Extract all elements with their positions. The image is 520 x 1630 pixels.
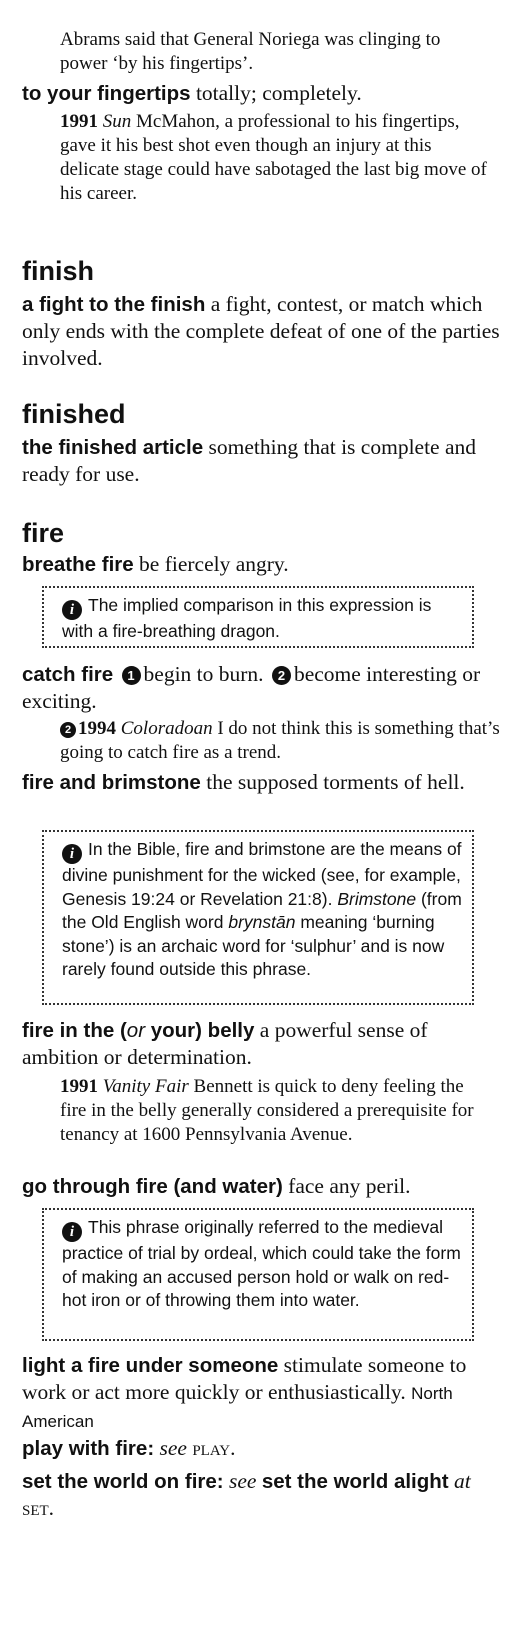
entry-set-the-world-on-fire: set the world on fire: see set the world alight at set.	[22, 1469, 471, 1520]
entry-go-through-fire	[22, 1173, 507, 1200]
sense-1-definition: begin to burn.	[143, 662, 264, 686]
note-text-1: In the Bible, fire and brimstone are the means of divine punishment for the wicked (see, for example, Genesis 19:24 or Revelation 21:8).	[62, 839, 462, 909]
at-label: at	[453, 1469, 471, 1493]
example-year: 1991	[60, 1076, 98, 1097]
example-text: McMahon, a professional to his fingertips, gave it his best shot even though an injury at this delicate stage could have sabotaged the last big move of his career.	[60, 111, 487, 204]
phrase-definition: the supposed torments of hell.	[206, 770, 465, 794]
phrase-term: the finished article	[22, 436, 204, 459]
note-word-brimstone: Brimstone	[337, 888, 417, 909]
phrase-term: play with fire	[22, 1437, 148, 1460]
phrase-term-b: your) belly	[150, 1019, 255, 1042]
see-label: see	[228, 1469, 257, 1493]
phrase-definition: totally; completely.	[195, 81, 362, 105]
phrase-term: to your fingertips	[22, 82, 191, 105]
phrase-term: fire and brimstone	[22, 771, 201, 794]
info-circle-icon: i	[62, 600, 82, 620]
note-text-2: (from the Old English word	[62, 888, 462, 932]
phrase-term-a: fire in the (	[22, 1019, 127, 1042]
example-fire-in-the-belly	[60, 1075, 485, 1147]
sense-1-icon: 1	[122, 666, 141, 685]
entry-to-your-fingertips	[22, 80, 507, 107]
note-breathe-fire	[42, 586, 474, 648]
example-sense-icon: 2	[60, 722, 76, 738]
phrase-term-or: or	[126, 1019, 146, 1042]
example-year: 1994	[78, 718, 116, 739]
phrase-term: a fight to the finish	[22, 293, 206, 316]
phrase-definition: be fiercely angry.	[139, 552, 289, 576]
phrase-definition: face any peril.	[288, 1174, 411, 1198]
phrase-term: catch fire	[22, 663, 114, 686]
sense-2-definition: become interesting or exciting.	[22, 662, 481, 713]
note-word-brynstan: brynstān	[228, 912, 296, 932]
example-source: Vanity Fair	[102, 1076, 189, 1097]
example-fingertips	[60, 110, 490, 206]
example-text: Bennett is quick to deny feeling the fire in the belly generally considered a prerequisite for tenancy at 1600 Pennsylvania Avenue.	[60, 1076, 474, 1145]
phrase-term: go through fire (and water)	[22, 1175, 283, 1198]
phrase-definition: something that is complete and ready for use.	[22, 435, 477, 486]
phrase-definition: a fight, contest, or match which only ends with the complete defeat of one of the parties involved.	[22, 292, 500, 370]
phrase-definition: stimulate someone to work or act more quickly or enthusiastically.	[22, 1353, 467, 1404]
entry-breathe-fire	[22, 551, 507, 578]
entry-finished-article	[22, 434, 507, 488]
phrase-term: set the world on fire	[22, 1470, 217, 1493]
example-source: Coloradoan	[120, 718, 213, 739]
region-label: North American	[22, 1384, 453, 1431]
note-go-through-fire	[42, 1208, 474, 1341]
note-text-3: meaning ‘burning stone’) is an archaic word for ‘sulphur’ and is now rarely found outside this phrase.	[62, 912, 445, 979]
headword-finish: finish	[22, 256, 94, 286]
example-text: I do not think this is something that’s going to catch fire as a trend.	[60, 718, 500, 763]
cross-reference-phrase[interactable]: set the world alight	[261, 1470, 449, 1493]
entry-catch-fire	[22, 661, 507, 715]
phrase-term: light a fire under someone	[22, 1354, 279, 1377]
phrase-term: breathe fire	[22, 553, 134, 576]
entry-play-with-fire: play with fire: see play.	[22, 1436, 236, 1460]
phrase-definition: a powerful sense of ambition or determination.	[22, 1018, 428, 1069]
note-text: This phrase originally referred to the medieval practice of trial by ordeal, which could take the form of making an accused person hold or walk on red-hot iron or of throwing them into water.	[62, 1217, 461, 1310]
example-source: Sun	[102, 111, 132, 132]
info-circle-icon: i	[62, 844, 82, 864]
example-catch-fire	[60, 717, 500, 765]
entry-fight-to-the-finish	[22, 291, 507, 372]
entry-light-a-fire	[22, 1352, 507, 1435]
cross-reference-link[interactable]: play.	[192, 1436, 236, 1460]
headword-fire: fire	[22, 518, 65, 548]
continued-example: Abrams said that General Noriega was clinging to power ‘by his fingertips’.	[60, 29, 441, 74]
note-text: The implied comparison in this expression is with a fire-breathing dragon.	[62, 595, 432, 641]
info-circle-icon: i	[62, 1222, 82, 1242]
entry-fire-in-the-belly	[22, 1017, 507, 1071]
sense-2-icon: 2	[272, 666, 291, 685]
example-year: 1991	[60, 111, 98, 132]
entry-fire-and-brimstone	[22, 769, 507, 796]
see-label: see	[159, 1436, 187, 1460]
headword-finished: finished	[22, 399, 126, 429]
cross-reference-link[interactable]: set.	[22, 1496, 55, 1520]
note-fire-and-brimstone	[42, 830, 474, 1005]
